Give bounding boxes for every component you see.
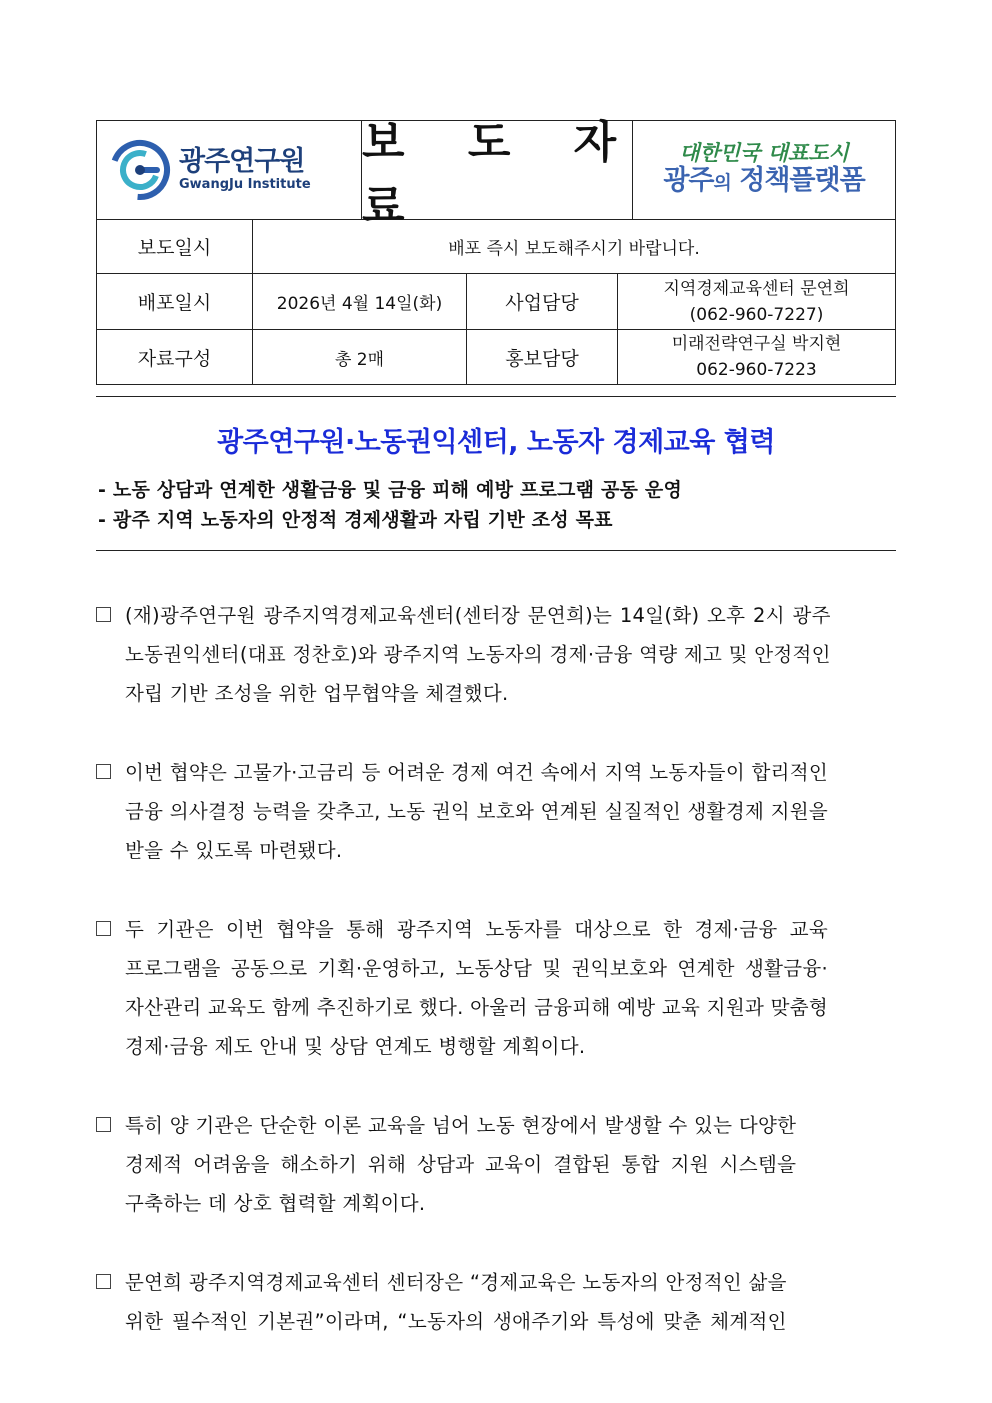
distribution-date-label: 배포일시 — [97, 274, 253, 329]
slogan-line-1: 대한민국 대표도시 — [679, 140, 849, 165]
subheadings — [98, 475, 898, 535]
gwangju-institute-logo-icon — [109, 139, 171, 201]
slogan-ui: 의 — [713, 172, 731, 194]
body-paragraphs — [96, 596, 898, 1381]
paragraph-3 — [96, 910, 898, 1066]
paragraph-4 — [96, 1106, 898, 1223]
institute-logo — [109, 139, 311, 201]
divider-top — [96, 396, 896, 397]
business-contact-value — [618, 274, 895, 329]
paragraph-line: 받을 수 있도록 마련됐다. — [125, 839, 343, 862]
header-top-row — [97, 117, 895, 232]
logo-cell — [97, 121, 362, 219]
paragraph-line: 경제·금융 제도 안내 및 상담 연계도 병행할 계획이다. — [125, 1035, 586, 1058]
paragraph-2 — [96, 753, 898, 870]
paragraph-line: 이번 협약은 고물가·고금리 등 어려운 경제 여건 속에서 지역 노동자들이 합리적인 — [125, 761, 829, 784]
paragraph-line: 프로그램을 공동으로 기획·운영하고, 노동상담 및 권익보호와 연계한 생활금융· — [125, 957, 829, 980]
report-date-row — [97, 220, 895, 274]
paragraph-line: 문연희 광주지역경제교육센터 센터장은 “경제교육은 노동자의 안정적인 삶을 — [125, 1271, 787, 1294]
header-table — [96, 117, 896, 385]
material-value: 총 2매 — [253, 330, 467, 384]
bullet-box-icon — [96, 1274, 111, 1289]
slogan-cell — [633, 121, 895, 219]
paragraph-line: 위한 필수적인 기본권”이라며, “노동자의 생애주기와 특성에 맞춘 체계적인 — [125, 1310, 787, 1333]
paragraph-line: (재)광주연구원 광주지역경제교육센터(센터장 문연희)는 14일(화) 오후 2시 광주 — [125, 604, 831, 627]
bullet-box-icon — [96, 764, 111, 779]
business-contact-phone: (062-960-7227) — [689, 304, 824, 325]
headline: 광주연구원·노동권익센터, 노동자 경제교육 협력 — [217, 427, 775, 458]
paragraph-line: 두 기관은 이번 협약을 통해 광주지역 노동자를 대상으로 한 경제·금융 교육 — [125, 918, 829, 941]
subheading-1: - 노동 상담과 연계한 생활금융 및 금융 피해 예방 프로그램 공동 운영 — [98, 479, 683, 501]
subheading-2: - 광주 지역 노동자의 안정적 경제생활과 자립 기반 조성 목표 — [98, 509, 613, 531]
bullet-box-icon — [96, 1117, 111, 1132]
pr-contact-label: 홍보담당 — [467, 330, 618, 384]
slogan-gwangju: 광주 — [663, 165, 714, 196]
business-contact-label: 사업담당 — [467, 274, 618, 329]
report-date-value: 배포 즉시 보도해주시기 바랍니다. — [448, 239, 700, 259]
material-row — [97, 330, 895, 384]
paragraph-line: 금융 의사결정 능력을 갖추고, 노동 권익 보호와 연계된 실질적인 생활경제 지원을 — [125, 800, 829, 823]
slogan-platform: 정책플랫폼 — [730, 165, 865, 196]
title-cell — [362, 117, 641, 232]
paragraph-1 — [96, 596, 898, 713]
pr-contact-value — [618, 330, 895, 384]
slogan-line-2 — [663, 165, 864, 199]
material-label: 자료구성 — [97, 330, 253, 384]
paragraph-line: 노동권익센터(대표 정찬호)와 광주지역 노동자의 경제·금융 역량 제고 및 안정적인 — [125, 643, 831, 666]
paragraph-line: 특히 양 기관은 단순한 이론 교육을 넘어 노동 현장에서 발생할 수 있는 다양한 — [125, 1114, 797, 1137]
press-release-title: 보 도 자 료 — [362, 117, 641, 232]
logo-name-ko: 광주연구원 — [179, 146, 305, 177]
press-release-header — [96, 117, 896, 385]
business-contact-name: 지역경제교육센터 문연희 — [663, 278, 850, 299]
paragraph-line: 구축하는 데 상호 협력할 계획이다. — [125, 1192, 426, 1215]
distribution-date-value: 2026년 4월 14일(화) — [253, 274, 467, 329]
bullet-box-icon — [96, 607, 111, 622]
logo-name-en: GwangJu Institute — [179, 177, 311, 192]
pr-contact-phone: 062-960-7223 — [696, 360, 817, 380]
distribution-date-row — [97, 274, 895, 330]
paragraph-line: 자산관리 교육도 함께 추진하기로 했다. 아울러 금융피해 예방 교육 지원과 맞춤형 — [125, 996, 829, 1019]
divider-bottom — [96, 550, 896, 551]
paragraph-line: 자립 기반 조성을 위한 업무협약을 체결했다. — [125, 682, 509, 705]
pr-contact-name: 미래전략연구실 박지현 — [671, 334, 842, 354]
paragraph-line: 경제적 어려움을 해소하기 위해 상담과 교육이 결합된 통합 지원 시스템을 — [125, 1153, 797, 1176]
report-date-label: 보도일시 — [97, 220, 253, 273]
bullet-box-icon — [96, 921, 111, 936]
paragraph-5 — [96, 1263, 898, 1341]
